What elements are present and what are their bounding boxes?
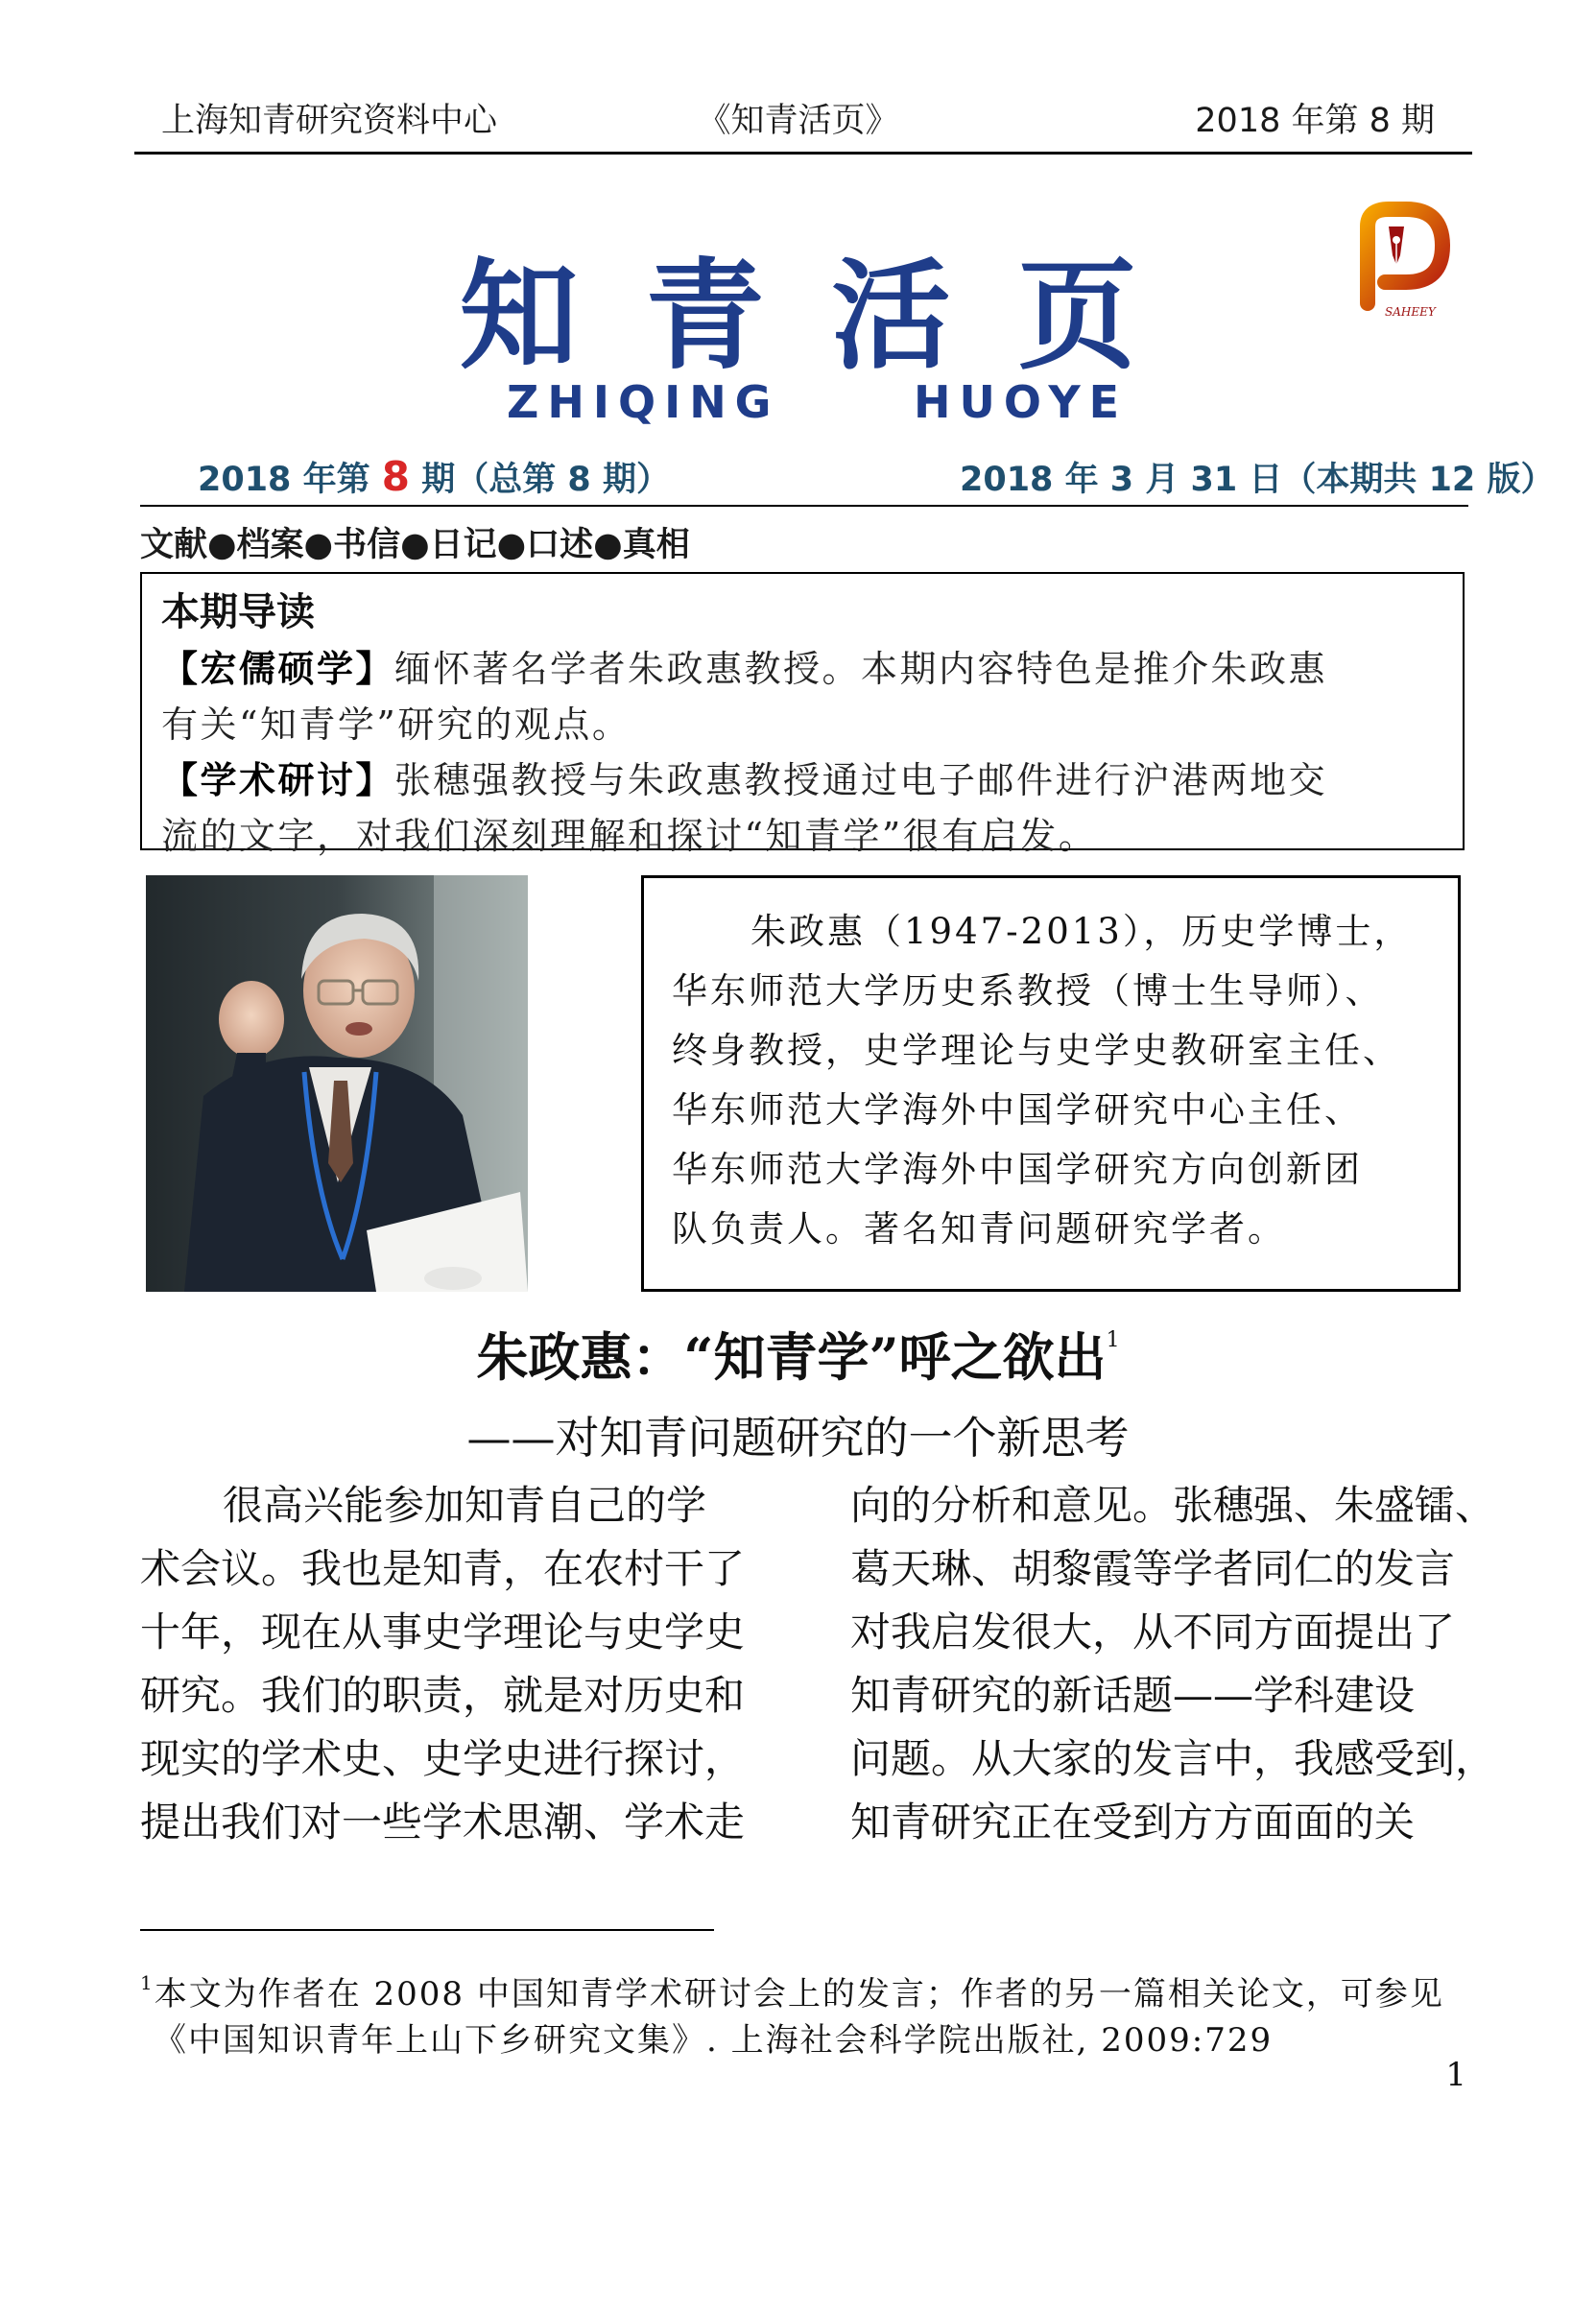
guide-item-2-line-1 [161, 750, 1327, 803]
issue-rule [140, 505, 1468, 507]
guide-title: 本期导读 [161, 590, 315, 634]
portrait-photo [146, 875, 528, 1292]
running-header-left: 上海知青研究资料中心 [161, 102, 498, 140]
masthead-title: 知青活页 [459, 248, 1204, 386]
guide-item-1-line-1 [161, 639, 1327, 692]
footnote-line-2: 《中国知识青年上山下乡研究文集》. 上海社会科学院出版社, 2009:729 [154, 2021, 1274, 2060]
masthead-pinyin-right: HUOYE [914, 376, 1129, 428]
issue-suffix: 期（总第 8 期） [410, 461, 670, 499]
bio-line-2: 华东师范大学历史系教授（博士生导师）、 [672, 970, 1384, 1012]
masthead-pinyin-left: ZHIQING [507, 376, 780, 428]
article-left-line-2: 术会议。我也是知青，在农村干了 [140, 1545, 746, 1592]
article-right-line-4: 知青研究的新话题——学科建设 [850, 1672, 1416, 1719]
article-left-line-5: 现实的学术史、史学史进行探讨， [140, 1735, 746, 1782]
bio-line-3: 终身教授，史学理论与史学史教研室主任、 [672, 1030, 1401, 1071]
page-number: 1 [1445, 2056, 1466, 2094]
header-rule [134, 152, 1472, 155]
issue-number [198, 453, 670, 501]
issue-number-highlight: 8 [381, 453, 411, 500]
bio-line-5: 华东师范大学海外中国学研究方向创新团 [672, 1149, 1363, 1190]
footnote-mark: 1 [140, 1971, 155, 1994]
running-header-right: 2018 年第 8 期 [1195, 102, 1435, 140]
article-left-line-3: 十年，现在从事史学理论与史学史 [140, 1608, 746, 1656]
article-right-line-1: 向的分析和意见。张穗强、朱盛镭、 [850, 1482, 1496, 1529]
footnote-reference[interactable]: 1 [1106, 1328, 1120, 1352]
issue-date: 2018 年 3 月 31 日（本期共 12 版） [960, 461, 1555, 499]
article-right-line-5: 问题。从大家的发言中，我感受到， [850, 1735, 1496, 1782]
article-title-text: 朱政惠：“知青学”呼之欲出 [476, 1326, 1107, 1388]
bio-line-6: 队负责人。著名知青问题研究学者。 [672, 1208, 1286, 1250]
running-header-center: 《知青活页》 [697, 102, 899, 140]
article-right-line-2: 葛天琳、胡黎霞等学者同仁的发言 [850, 1545, 1456, 1592]
footnote-line-1 [140, 1967, 1444, 2014]
section-tags: 文献●档案●书信●日记●口述●真相 [140, 526, 690, 564]
bio-line-4: 华东师范大学海外中国学研究中心主任、 [672, 1089, 1363, 1131]
footnote-rule [140, 1929, 714, 1931]
article-right-line-6: 知青研究正在受到方方面面的关 [850, 1799, 1416, 1846]
guide-item-2-line-2: 流的文字，对我们深刻理解和探讨“知青学”很有启发。 [161, 815, 1098, 857]
guide-item-1-line-2: 有关“知青学”研究的观点。 [161, 703, 631, 746]
guide-item-2-text: 张穗强教授与朱政惠教授通过电子邮件进行沪港两地交 [394, 759, 1328, 801]
logo-icon [1329, 198, 1454, 322]
bio-line-1: 朱政惠（1947-2013），历史学博士， [750, 911, 1413, 952]
guide-item-2-tag: 【学术研讨】 [161, 758, 395, 801]
article-right-line-3: 对我启发很大，从不同方面提出了 [850, 1608, 1456, 1656]
article-left-line-4: 研究。我们的职责，就是对历史和 [140, 1672, 746, 1719]
article-left-line-1: 很高兴能参加知青自己的学 [223, 1482, 707, 1529]
article-left-line-6: 提出我们对一些学术思潮、学术走 [140, 1799, 746, 1846]
logo-text: SAHEEY [1385, 305, 1436, 319]
article-subtitle: ——对知青问题研究的一个新思考 [466, 1412, 1130, 1464]
article-title [0, 1317, 1596, 1391]
guide-item-1-tag: 【宏儒硕学】 [161, 647, 395, 690]
guide-item-1-text: 缅怀著名学者朱政惠教授。本期内容特色是推介朱政惠 [394, 648, 1328, 690]
footnote-text-1: 本文为作者在 2008 中国知青学术研讨会上的发言；作者的另一篇相关论文，可参见 [154, 1975, 1444, 2013]
issue-prefix: 2018 年第 [198, 461, 382, 499]
